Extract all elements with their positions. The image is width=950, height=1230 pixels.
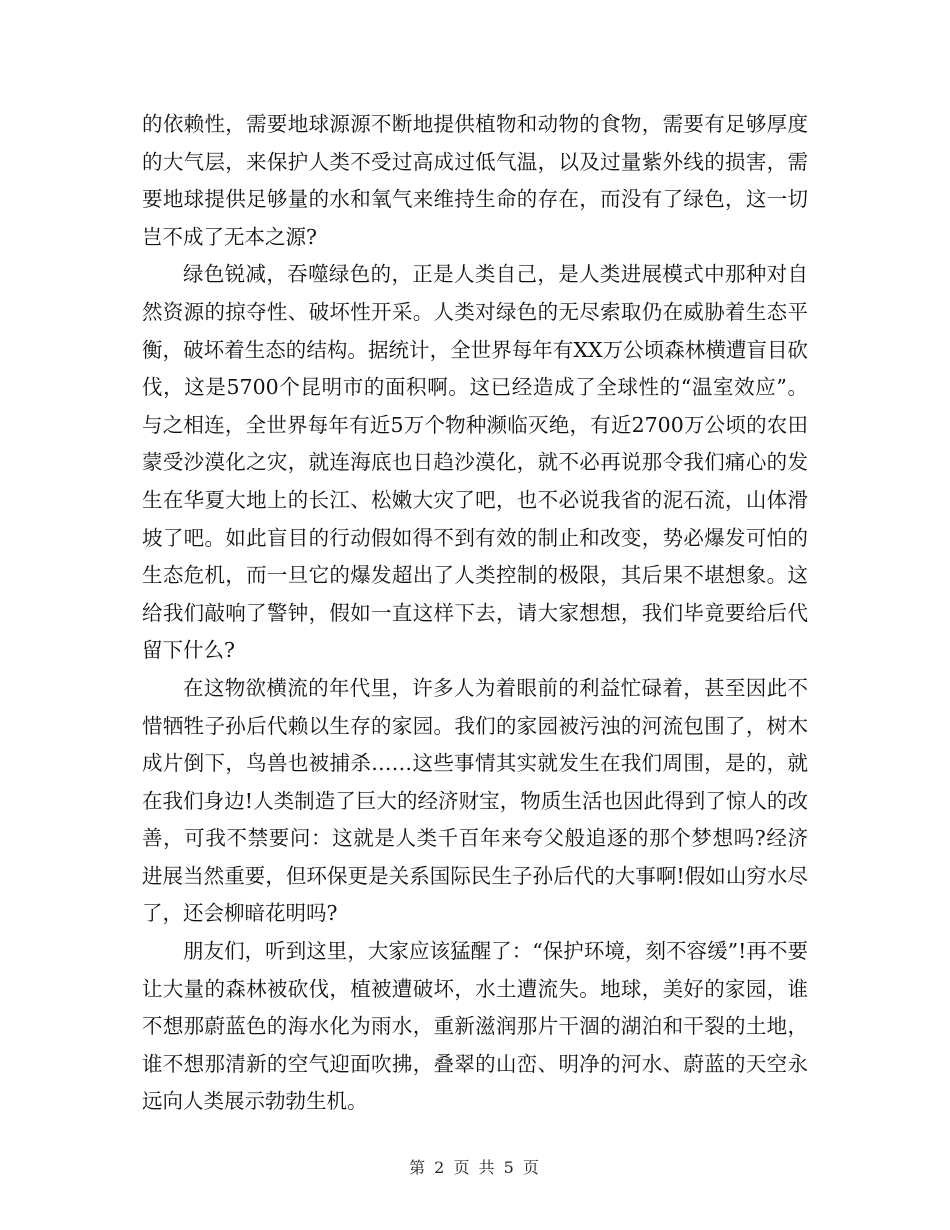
paragraph-green-decline: 绿色锐减，吞噬绿色的，正是人类自己，是人类进展模式中那种对自然资源的掠夺性、破坏性开采。人类对绿色的无尽索取仍在威胁着生态平衡，破坏着生态的结构。据统计，全世界每年有XX万公顷森林横遭盲目砍伐，这是5700个昆明市的面积啊。这已经造成了全球性的“温室效应”。与之相连，全世界每年有近5万个物种濒临灭绝，有近2700万公顷的农田蒙受沙漠化之灾，就连海底也日趋沙漠化，就不必再说那令我们痛心的发生在华夏大地上的长江、松嫩大灾了吧，也不必说我省的泥石流，山体滑坡了吧。如此盲目的行动假如得不到有效的制止和改变，势必爆发可怕的生态危机，而一旦它的爆发超出了人类控制的极限，其后果不堪想象。这给我们敲响了警钟，假如一直这样下去，请大家想想，我们毕竟要给后代留下什么?: [142, 262, 808, 663]
paragraph-materialism: 在这物欲横流的年代里，许多人为着眼前的利益忙碌着，甚至因此不惜牺牲子孙后代赖以生存的家园。我们的家园被污浊的河流包围了，树木成片倒下，鸟兽也被捕杀……这些事情其实就发生在我们周围，是的，就在我们身边!人类制造了巨大的经济财宝，物质生活也因此得到了惊人的改善，可我不禁要问：这就是人类千百年来夸父般追逐的那个梦想吗?经济进展当然重要，但环保更是关系国际民生子孙后代的大事啊!假如山穷水尽了，还会柳暗花明吗?: [142, 675, 808, 926]
page-number-footer: 第 2 页 共 5 页: [409, 1158, 541, 1177]
paragraph-continuation: 的依赖性，需要地球源源不断地提供植物和动物的食物，需要有足够厚度的大气层，来保护人类不受过高成过低气温，以及过量紫外线的损害，需要地球提供足够量的水和氧气来维持生命的存在，而没有了绿色，这一切岂不成了无本之源?: [142, 112, 808, 249]
document-body: [142, 106, 808, 1121]
paragraph-call-to-action: 朋友们，听到这里，大家应该猛醒了：“保护环境，刻不容缓”!再不要让大量的森林被砍伐，植被遭破坏，水土遭流失。地球，美好的家园，谁不想那蔚蓝色的海水化为雨水，重新滋润那片干涸的湖泊和干裂的土地，谁不想那清新的空气迎面吹拂，叠翠的山峦、明净的河水、蔚蓝的天空永远向人类展示勃勃生机。: [142, 939, 808, 1114]
